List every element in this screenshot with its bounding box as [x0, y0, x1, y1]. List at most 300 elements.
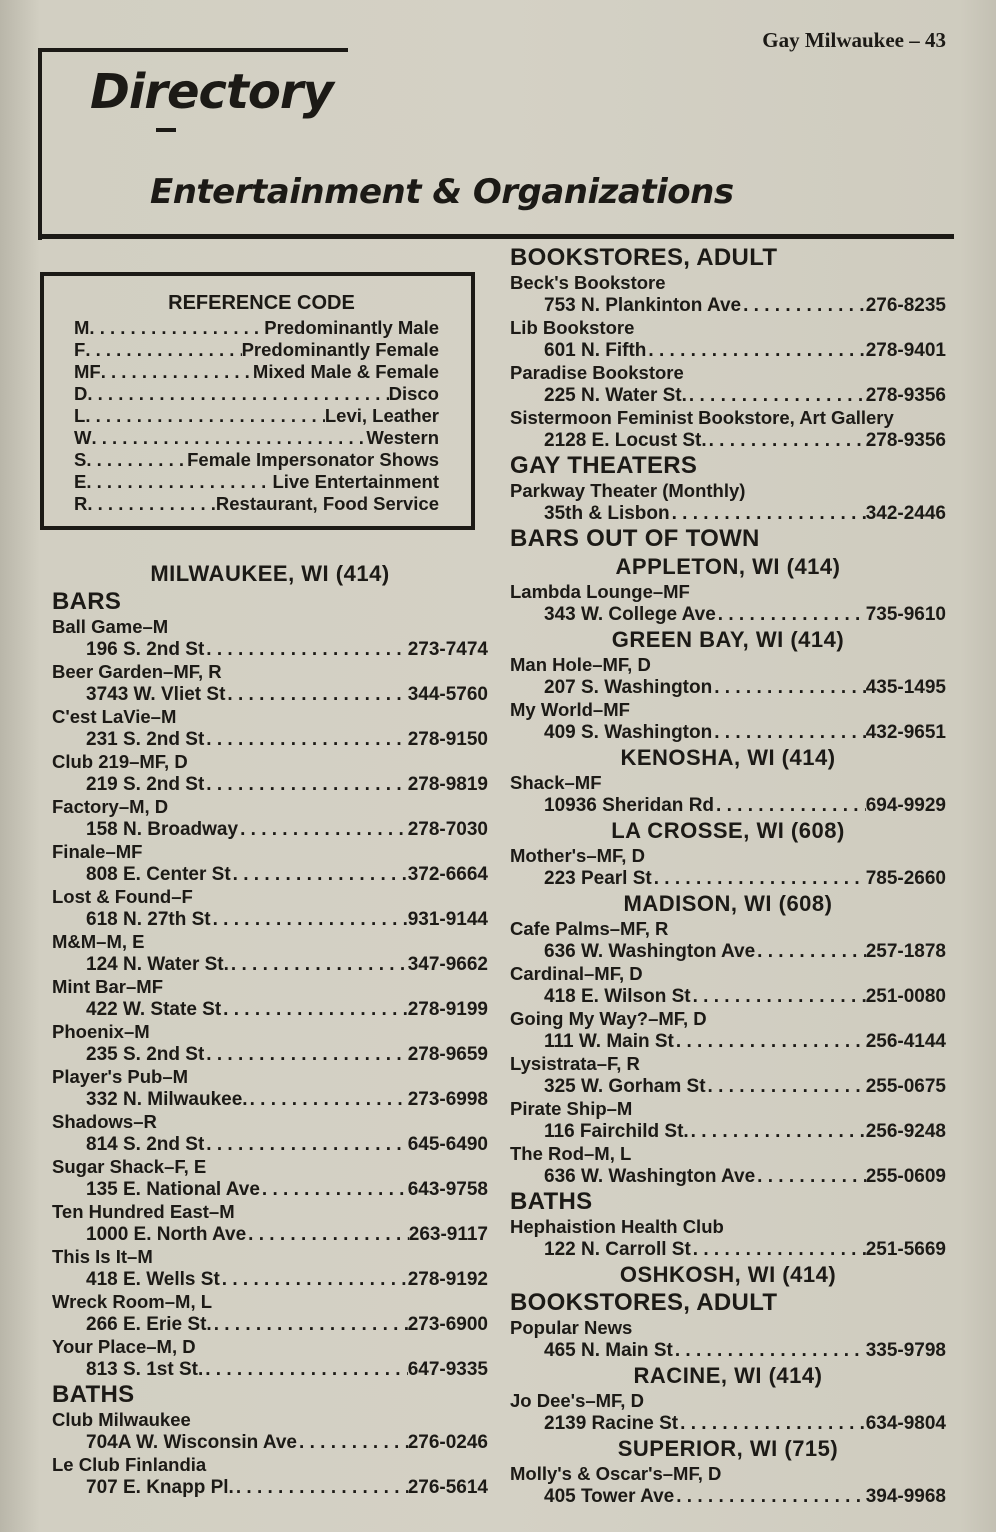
leader-dots [204, 729, 407, 752]
listing-group [510, 845, 946, 890]
listing-phone: 256-4144 [865, 1030, 946, 1052]
listing-entry [510, 272, 946, 317]
listing-name: Finale–MF [52, 841, 143, 862]
listing-phone: 694-9929 [865, 794, 946, 816]
listing-detail [510, 677, 946, 700]
reference-code: L [74, 405, 86, 426]
listing-detail [52, 684, 488, 707]
listing-detail [52, 864, 488, 887]
reference-code: MF [74, 361, 101, 382]
listing-phone: 273-6998 [407, 1088, 488, 1110]
city-heading: APPLETON, WI (414) [615, 554, 841, 579]
leader-dots [212, 1314, 408, 1337]
leader-dots [238, 819, 408, 842]
right-column [510, 244, 946, 1508]
listing-phone: 347-9662 [407, 953, 488, 975]
listing-phone: 273-6900 [407, 1313, 488, 1335]
city-heading: SUPERIOR, WI (715) [617, 1436, 839, 1461]
listing-group [510, 581, 946, 626]
reference-row [74, 361, 439, 383]
listing-address: 219 S. 2nd St [86, 773, 205, 795]
listing-detail [510, 430, 946, 453]
listing-name: Beck's Bookstore [510, 272, 666, 293]
listing-entry [52, 976, 488, 1021]
reference-code: E [74, 471, 87, 492]
listing-name: Paradise Bookstore [510, 362, 684, 383]
listing-phone: 278-9819 [407, 773, 488, 795]
reference-description: Mixed Male & Female [252, 361, 439, 382]
listing-name: Lost & Found–F [52, 886, 193, 907]
reference-description: Predominantly Female [241, 339, 439, 360]
listing-detail [510, 503, 946, 526]
listing-entry [52, 616, 488, 661]
leader-dots [297, 1432, 408, 1455]
running-head: Gay Milwaukee – 43 [762, 28, 946, 52]
listing-name: The Rod–M, L [510, 1143, 632, 1164]
leader-dots [211, 909, 408, 932]
listing-address: 405 Tower Ave [544, 1485, 675, 1507]
listing-phone: 785-2660 [865, 867, 946, 889]
listing-name: Lysistrata–F, R [510, 1053, 640, 1074]
listing-phone: 278-7030 [407, 818, 488, 840]
listing-name: Jo Dee's–MF, D [510, 1390, 644, 1411]
city-heading: LA CROSSE, WI (608) [611, 818, 845, 843]
listing-entry [52, 841, 488, 886]
leader-dots [87, 383, 388, 405]
listing-entry [52, 1066, 488, 1111]
reference-description: Restaurant, Food Service [215, 493, 439, 514]
listing-detail [52, 1432, 488, 1455]
listing-phone: 256-9248 [865, 1120, 946, 1142]
listing-name: Wreck Room–M, L [52, 1291, 213, 1312]
leader-dots [229, 954, 408, 977]
leader-dots [687, 385, 866, 408]
listing-detail [52, 729, 488, 752]
listing-phone: 432-9651 [865, 721, 946, 743]
listing-group [510, 272, 946, 452]
reference-list [74, 317, 439, 515]
leader-dots [85, 405, 325, 427]
reference-code: S [74, 449, 87, 470]
leader-dots [674, 1031, 866, 1054]
leader-dots [716, 604, 866, 627]
listing-phone: 645-6490 [407, 1133, 488, 1155]
listing-entry [510, 407, 946, 452]
listing-name: Shadows–R [52, 1111, 157, 1132]
listing-name: Sistermoon Feminist Bookstore, Art Gallery [510, 407, 894, 428]
reference-title: REFERENCE CODE [168, 292, 355, 314]
listing-address: 158 N. Broadway [86, 818, 239, 840]
listing-name: Molly's & Oscar's–MF, D [510, 1463, 722, 1484]
listing-phone: 273-7474 [407, 638, 488, 660]
listing-detail [510, 1031, 946, 1054]
city-heading: MADISON, WI (608) [623, 891, 833, 916]
listing-address: 225 N. Water St. [544, 384, 687, 406]
listing-address: 707 E. Knapp Pl. [86, 1476, 234, 1498]
leader-dots [689, 1121, 866, 1144]
reference-description: Female Impersonator Shows [187, 449, 439, 470]
listing-name: Factory–M, D [52, 796, 169, 817]
listing-address: 808 E. Center St [86, 863, 231, 885]
reference-description: Disco [388, 383, 439, 404]
leader-dots [652, 868, 866, 891]
listing-address: 3743 W. Vliet St [86, 683, 226, 705]
listing-entry [52, 1291, 488, 1336]
listing-group [510, 772, 946, 817]
listing-phone: 278-9199 [407, 998, 488, 1020]
leader-dots [707, 430, 866, 453]
listing-entry [510, 1053, 946, 1098]
leader-dots [248, 1089, 408, 1112]
listing-detail [510, 1486, 946, 1509]
listing-address: 418 E. Wilson St [544, 985, 691, 1007]
listing-address: 343 W. College Ave [544, 603, 716, 625]
leader-dots [231, 864, 408, 887]
listing-address: 2128 E. Locust St. [544, 429, 707, 451]
listing-phone: 278-9659 [407, 1043, 488, 1065]
leader-dots [225, 684, 407, 707]
listing-address: 418 E. Wells St [86, 1268, 220, 1290]
listing-address: 235 S. 2nd St [86, 1043, 205, 1065]
section-heading: BOOKSTORES, ADULT [510, 1289, 778, 1316]
listing-name: This Is It–M [52, 1246, 153, 1267]
leader-dots [673, 1340, 866, 1363]
listing-detail [510, 295, 946, 318]
listing-phone: 634-9804 [865, 1412, 946, 1434]
listing-group [510, 1317, 946, 1362]
listing-address: 409 S. Washington [544, 721, 713, 743]
listing-group [510, 1216, 946, 1261]
listing-detail [510, 1239, 946, 1262]
listing-address: 116 Fairchild St. [544, 1120, 689, 1142]
listing-phone: 255-0609 [865, 1165, 946, 1187]
reference-row [74, 317, 439, 339]
reference-code: F [74, 339, 86, 360]
reference-description: Live Entertainment [272, 471, 439, 492]
listing-address: 465 N. Main St [544, 1339, 673, 1361]
listing-entry [510, 1317, 946, 1362]
listing-name: Shack–MF [510, 772, 602, 793]
listing-name: Mint Bar–MF [52, 976, 163, 997]
leader-dots [712, 677, 865, 700]
listing-entry [52, 751, 488, 796]
listing-name: Pirate Ship–M [510, 1098, 633, 1119]
listing-entry [52, 931, 488, 976]
listing-entry [510, 845, 946, 890]
listing-detail [52, 999, 488, 1022]
listing-phone: 278-9356 [865, 429, 946, 451]
listing-detail [52, 954, 488, 977]
listing-phone: 255-0675 [865, 1075, 946, 1097]
listing-name: Man Hole–MF, D [510, 654, 651, 675]
listing-group [510, 654, 946, 744]
listing-name: Le Club Finlandia [52, 1454, 207, 1475]
listing-name: Cardinal–MF, D [510, 963, 643, 984]
listing-name: Phoenix–M [52, 1021, 150, 1042]
listing-group [510, 480, 946, 525]
listing-name: Sugar Shack–F, E [52, 1156, 207, 1177]
leader-dots [674, 1486, 865, 1509]
listing-name: Club Milwaukee [52, 1409, 191, 1430]
left-column [52, 560, 488, 1499]
listing-detail [510, 986, 946, 1009]
listing-address: 636 W. Washington Ave [544, 1165, 756, 1187]
listing-name: M&M–M, E [52, 931, 145, 952]
leader-dots [87, 493, 216, 515]
listing-detail [52, 1359, 488, 1382]
listing-detail [52, 909, 488, 932]
leader-dots [89, 317, 264, 339]
listing-detail [510, 1340, 946, 1363]
listing-phone: 276-0246 [407, 1431, 488, 1453]
listing-name: Club 219–MF, D [52, 751, 188, 772]
listing-detail [510, 868, 946, 891]
reference-description: Western [366, 427, 439, 448]
listing-name: Parkway Theater (Monthly) [510, 480, 746, 501]
leader-dots [204, 1044, 407, 1067]
listing-entry [52, 661, 488, 706]
listing-entry [52, 886, 488, 931]
listing-name: Beer Garden–MF, R [52, 661, 222, 682]
leader-dots [91, 427, 366, 449]
listing-group [52, 1409, 488, 1499]
listing-detail [52, 1224, 488, 1247]
listing-entry [510, 362, 946, 407]
listing-entry [52, 1409, 488, 1454]
listing-phone: 276-5614 [407, 1476, 488, 1498]
listing-entry [52, 1246, 488, 1291]
listing-address: 196 S. 2nd St [86, 638, 205, 660]
listing-detail [510, 340, 946, 363]
listing-address: 618 N. 27th St [86, 908, 211, 930]
listing-group [510, 918, 946, 1188]
leader-dots [260, 1179, 408, 1202]
listing-entry [52, 1156, 488, 1201]
listing-phone: 647-9335 [407, 1358, 488, 1380]
listing-address: 422 W. State St [86, 998, 222, 1020]
leader-dots [741, 295, 866, 318]
listing-phone: 278-9192 [407, 1268, 488, 1290]
city-heading: GREEN BAY, WI (414) [611, 627, 845, 652]
section-heading: BATHS [52, 1381, 135, 1408]
listing-phone: 372-6664 [407, 863, 488, 885]
listing-name: Popular News [510, 1317, 633, 1338]
reference-row [74, 427, 439, 449]
title-frame-bottom-rule [38, 234, 954, 239]
leader-dots [712, 722, 865, 745]
listing-group [52, 616, 488, 1381]
listing-address: 10936 Sheridan Rd [544, 794, 715, 816]
listing-entry [510, 963, 946, 1008]
leader-dots [691, 1239, 866, 1262]
listing-phone: 344-5760 [407, 683, 488, 705]
leader-dots [220, 1269, 408, 1292]
listing-detail [52, 819, 488, 842]
listing-phone: 276-8235 [865, 294, 946, 316]
listing-group [510, 1390, 946, 1435]
listing-address: 332 N. Milwaukee. [86, 1088, 248, 1110]
listing-detail [510, 941, 946, 964]
city-heading: MILWAUKEE, WI (414) [150, 561, 390, 586]
section-heading: BATHS [510, 1188, 593, 1215]
listing-phone: 335-9798 [865, 1339, 946, 1361]
listing-entry [510, 581, 946, 626]
leader-dots [755, 1166, 866, 1189]
listing-name: Ball Game–M [52, 616, 169, 637]
leader-dots [706, 1076, 866, 1099]
reference-row [74, 493, 439, 515]
listing-entry [52, 1111, 488, 1156]
reference-code: R [74, 493, 88, 514]
listing-detail [510, 385, 946, 408]
listing-phone: 257-1878 [865, 940, 946, 962]
listing-address: 704A W. Wisconsin Ave [86, 1431, 298, 1453]
listing-address: 266 E. Erie St. [86, 1313, 212, 1335]
listing-entry [510, 1143, 946, 1188]
title-frame-top-rule [38, 48, 348, 52]
listing-entry [510, 699, 946, 744]
listing-phone: 251-5669 [865, 1238, 946, 1260]
listing-address: 135 E. National Ave [86, 1178, 260, 1200]
leader-dots [714, 795, 866, 818]
listing-entry [510, 1008, 946, 1053]
listing-phone: 342-2446 [865, 502, 946, 524]
listing-name: Lambda Lounge–MF [510, 581, 690, 602]
listing-detail [52, 639, 488, 662]
reference-row [74, 339, 439, 361]
leader-dots [204, 1134, 407, 1157]
listing-detail [52, 1044, 488, 1067]
listing-entry [510, 772, 946, 817]
reference-description: Levi, Leather [324, 405, 439, 426]
leader-dots [221, 999, 408, 1022]
listing-detail [510, 1166, 946, 1189]
reference-row [74, 449, 439, 471]
listing-phone: 931-9144 [407, 908, 488, 930]
listing-entry [510, 1390, 946, 1435]
listing-phone: 278-9356 [865, 384, 946, 406]
reference-code-box [40, 272, 475, 530]
reference-row [74, 405, 439, 427]
listing-address: 814 S. 2nd St [86, 1133, 205, 1155]
listing-address: 122 N. Carroll St [544, 1238, 691, 1260]
leader-dots [86, 471, 272, 493]
listing-address: 1000 E. North Ave [86, 1223, 247, 1245]
listing-entry [510, 1098, 946, 1143]
listing-address: 124 N. Water St. [86, 953, 229, 975]
leader-dots [678, 1413, 866, 1436]
listing-entry [52, 1336, 488, 1381]
section-heading: GAY THEATERS [510, 452, 698, 479]
reference-code: M [74, 317, 90, 338]
leader-dots [86, 449, 187, 471]
listing-name: Lib Bookstore [510, 317, 635, 338]
page-subtitle: Entertainment & Organizations [150, 172, 734, 212]
listing-entry [510, 918, 946, 963]
reference-description: Predominantly Male [264, 317, 439, 338]
listing-phone: 394-9968 [865, 1485, 946, 1507]
leader-dots [101, 361, 253, 383]
listing-entry [510, 1216, 946, 1261]
listing-phone: 278-9401 [865, 339, 946, 361]
listing-entry [510, 654, 946, 699]
listing-name: Ten Hundred East–M [52, 1201, 235, 1222]
leader-dots [204, 639, 407, 662]
listing-detail [510, 1076, 946, 1099]
listing-phone: 251-0080 [865, 985, 946, 1007]
listing-detail [510, 1413, 946, 1436]
listing-name: Cafe Palms–MF, R [510, 918, 669, 939]
reference-code: W [74, 427, 92, 448]
listing-address: 813 S. 1st St. [86, 1358, 204, 1380]
listing-address: 753 N. Plankinton Ave [544, 294, 742, 316]
listing-detail [52, 774, 488, 797]
listing-address: 231 S. 2nd St [86, 728, 205, 750]
listing-name: My World–MF [510, 699, 630, 720]
listing-address: 35th & Lisbon [544, 502, 670, 524]
city-heading: KENOSHA, WI (414) [620, 745, 836, 770]
listing-address: 223 Pearl St [544, 867, 652, 889]
listing-detail [52, 1089, 488, 1112]
listing-phone: 735-9610 [865, 603, 946, 625]
listing-name: Mother's–MF, D [510, 845, 645, 866]
listing-address: 325 W. Gorham St [544, 1075, 706, 1097]
reference-row [74, 471, 439, 493]
listing-detail [510, 795, 946, 818]
listing-phone: 643-9758 [407, 1178, 488, 1200]
listing-phone: 263-9117 [408, 1223, 488, 1245]
listing-address: 2139 Racine St [544, 1412, 679, 1434]
leader-dots [691, 986, 866, 1009]
leader-dots [755, 941, 866, 964]
listing-detail [510, 604, 946, 627]
title-frame-left-rule [38, 48, 42, 240]
title-dash [156, 128, 176, 132]
listing-detail [510, 1121, 946, 1144]
listing-entry [52, 1201, 488, 1246]
listing-entry [510, 317, 946, 362]
listing-entry [52, 706, 488, 751]
listing-phone: 278-9150 [407, 728, 488, 750]
section-heading: BARS OUT OF TOWN [510, 525, 760, 552]
leader-dots [246, 1224, 409, 1247]
leader-dots [203, 1359, 407, 1382]
listing-entry [52, 796, 488, 841]
section-heading: BOOKSTORES, ADULT [510, 244, 778, 271]
listing-name: Player's Pub–M [52, 1066, 189, 1087]
city-heading: OSHKOSH, WI (414) [619, 1262, 837, 1287]
listing-phone: 435-1495 [865, 676, 946, 698]
listing-entry [510, 480, 946, 525]
listing-detail [52, 1477, 488, 1500]
listing-name: Going My Way?–MF, D [510, 1008, 707, 1029]
listing-detail [52, 1314, 488, 1337]
listing-name: Hephaistion Health Club [510, 1216, 724, 1237]
listing-address: 111 W. Main St [544, 1030, 674, 1052]
listing-address: 636 W. Washington Ave [544, 940, 756, 962]
listing-detail [52, 1269, 488, 1292]
reference-code: D [74, 383, 88, 404]
listing-detail [52, 1179, 488, 1202]
listing-name: Your Place–M, D [52, 1336, 196, 1357]
listing-detail [510, 722, 946, 745]
listing-name: C'est LaVie–M [52, 706, 177, 727]
leader-dots [234, 1477, 408, 1500]
reference-row [74, 383, 439, 405]
listing-address: 601 N. Fifth [544, 339, 647, 361]
listing-group [510, 1463, 946, 1508]
section-heading: BARS [52, 588, 122, 615]
